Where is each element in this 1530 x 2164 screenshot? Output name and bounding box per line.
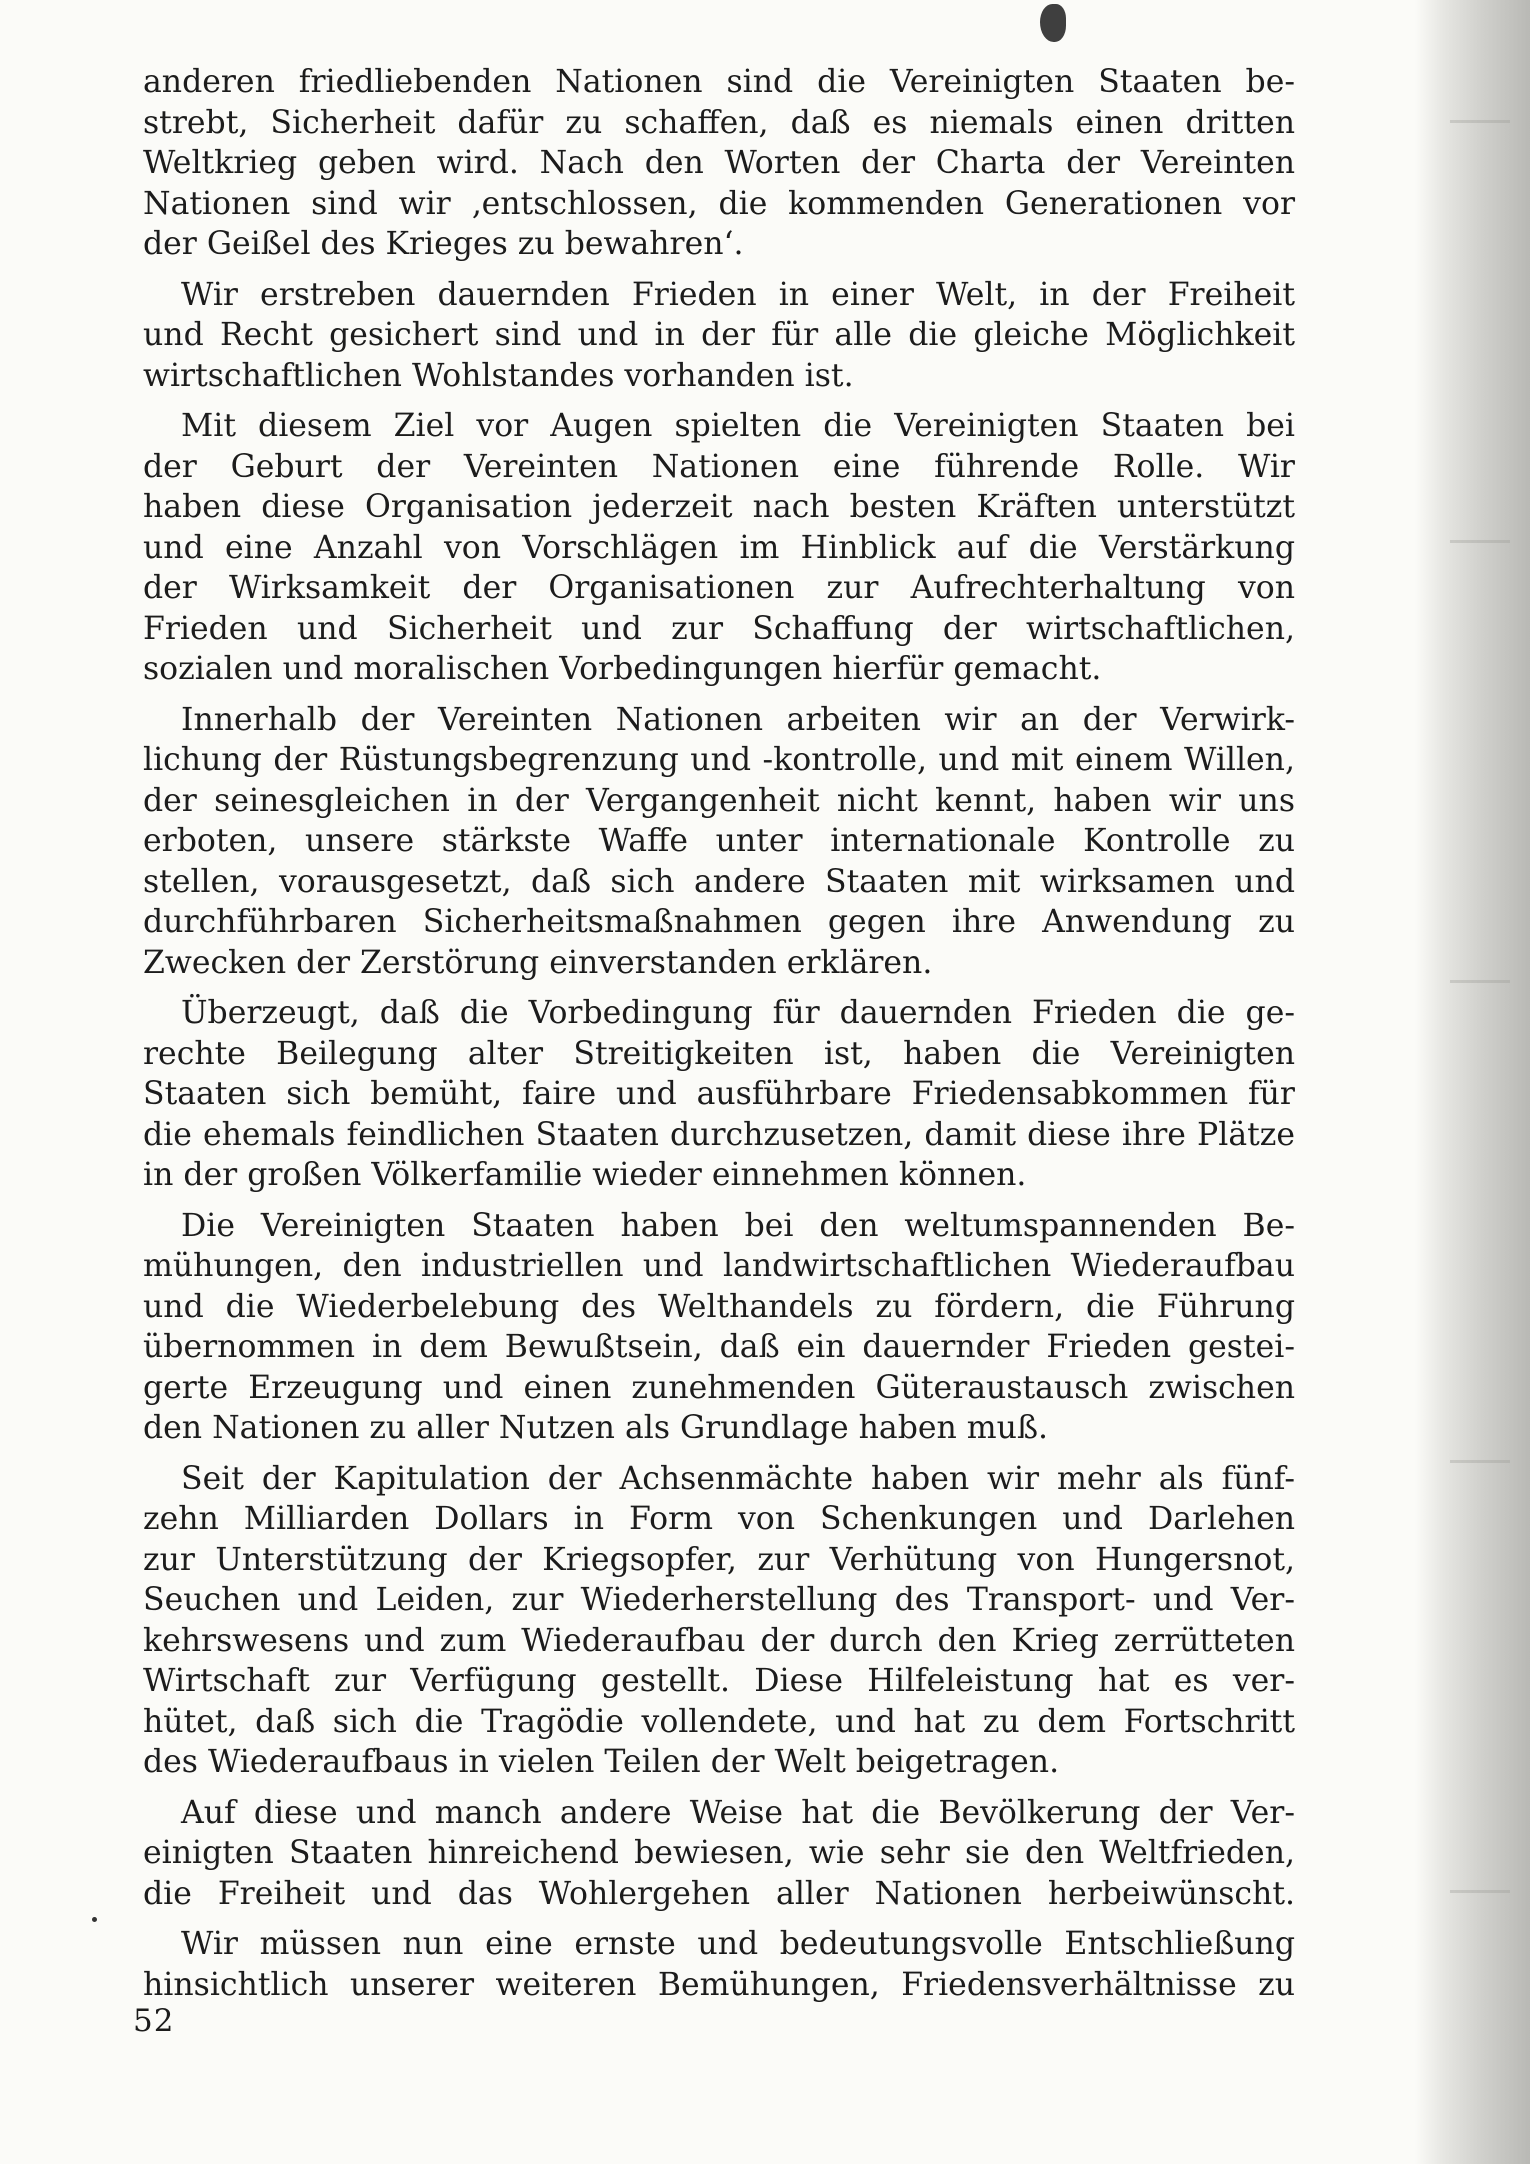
text-line: Wir erstreben dauernden Frieden in einer Welt, in der Freiheit xyxy=(181,276,1295,313)
text-line: erboten, unsere stärkste Waffe unter internationale Kontrolle zu xyxy=(143,823,1295,859)
text-line: der Geißel des Krieges zu bewahren‘. xyxy=(143,226,744,262)
paragraph xyxy=(143,406,1295,690)
text-line: Seuchen und Leiden, zur Wiederherstellung des Transport- und Ver- xyxy=(143,1582,1295,1618)
text-line: Frieden und Sicherheit und zur Schaffung der wirtschaftlichen, xyxy=(143,610,1295,647)
text-line: haben diese Organisation jederzeit nach besten Kräften unterstützt xyxy=(143,489,1295,525)
text-line: Wir müssen nun eine ernste und bedeutungsvolle Entschließung xyxy=(181,1926,1295,1962)
text-line: der seinesgleichen in der Vergangenheit nicht kennt, haben wir uns xyxy=(143,782,1295,819)
text-line: Seit der Kapitulation der Achsenmächte haben wir mehr als fünf- xyxy=(181,1460,1295,1497)
text-line: in der großen Völkerfamilie wieder einnehmen können. xyxy=(143,1157,1027,1193)
body-text xyxy=(143,62,1295,2015)
paragraph xyxy=(143,1206,1295,1449)
page-edge-shadow xyxy=(1415,0,1530,2164)
text-line: strebt, Sicherheit dafür zu schaffen, daß es niemals einen dritten xyxy=(143,104,1295,141)
text-line: hinsichtlich unserer weiteren Bemühungen, Friedensverhältnisse zu xyxy=(143,1966,1295,2003)
text-line: stellen, vorausgesetzt, daß sich andere Staaten mit wirksamen und xyxy=(143,863,1295,900)
text-line: die ehemals feindlichen Staaten durchzusetzen, damit diese ihre Plätze xyxy=(143,1116,1295,1153)
text-line: Wirtschaft zur Verfügung gestellt. Diese Hilfeleistung hat es ver- xyxy=(143,1663,1295,1699)
text-line: sozialen und moralischen Vorbedingungen hierfür gemacht. xyxy=(143,651,1102,687)
paragraph xyxy=(143,1924,1295,2005)
text-line: den Nationen zu aller Nutzen als Grundlage haben muß. xyxy=(143,1410,1049,1446)
text-line: und die Wiederbelebung des Welthandels zu fördern, die Führung xyxy=(143,1288,1295,1325)
paragraph xyxy=(143,275,1295,397)
text-line: die Freiheit und das Wohlergehen aller Nationen herbeiwünscht. xyxy=(143,1875,1295,1912)
text-line: wirtschaftlichen Wohlstandes vorhanden ist. xyxy=(143,357,854,394)
paragraph xyxy=(143,993,1295,1196)
ink-blot-mark xyxy=(1040,4,1066,42)
text-line: Staaten sich bemüht, faire und ausführbare Friedensabkommen für xyxy=(143,1076,1295,1112)
text-line: gerte Erzeugung und einen zunehmenden Güteraustausch zwischen xyxy=(143,1369,1295,1406)
paragraph xyxy=(143,700,1295,984)
paragraph xyxy=(143,62,1295,265)
text-line: Mit diesem Ziel vor Augen spielten die Vereinigten Staaten bei xyxy=(181,408,1295,444)
text-line: einigten Staaten hinreichend bewiesen, wie sehr sie den Weltfrieden, xyxy=(143,1835,1295,1871)
text-line: lichung der Rüstungsbegrenzung und -kontrolle, und mit einem Willen, xyxy=(143,742,1295,778)
text-line: rechte Beilegung alter Streitigkeiten ist, haben die Vereinigten xyxy=(143,1035,1295,1072)
text-line: Zwecken der Zerstörung einverstanden erklären. xyxy=(143,944,933,981)
text-line: und Recht gesichert sind und in der für alle die gleiche Möglichkeit xyxy=(143,317,1295,353)
text-line: mühungen, den industriellen und landwirtschaftlichen Wiederaufbau xyxy=(143,1248,1295,1284)
text-line: zur Unterstützung der Kriegsopfer, zur Verhütung von Hungersnot, xyxy=(143,1541,1295,1578)
paragraph xyxy=(143,1459,1295,1783)
text-line: des Wiederaufbaus in vielen Teilen der Welt beigetragen. xyxy=(143,1744,1060,1780)
edge-scan-mark xyxy=(1450,1890,1510,1893)
text-line: übernommen in dem Bewußtsein, daß ein dauernder Frieden gestei- xyxy=(143,1329,1295,1365)
text-line: der Wirksamkeit der Organisationen zur Aufrechterhaltung von xyxy=(143,570,1295,606)
text-line: kehrswesens und zum Wiederaufbau der durch den Krieg zerrütteten xyxy=(143,1622,1295,1659)
edge-scan-mark xyxy=(1450,980,1510,983)
text-line: und eine Anzahl von Vorschlägen im Hinblick auf die Verstärkung xyxy=(143,529,1295,566)
text-line: Nationen sind wir ‚entschlossen, die kommenden Generationen vor xyxy=(143,185,1295,222)
edge-scan-mark xyxy=(1450,120,1510,123)
text-line: anderen friedliebenden Nationen sind die Vereinigten Staaten be- xyxy=(143,64,1295,100)
text-line: durchführbaren Sicherheitsmaßnahmen gegen ihre Anwendung zu xyxy=(143,904,1295,940)
text-line: der Geburt der Vereinten Nationen eine führende Rolle. Wir xyxy=(143,448,1295,485)
paragraph xyxy=(143,1793,1295,1915)
text-line: Weltkrieg geben wird. Nach den Worten der Charta der Vereinten xyxy=(143,145,1295,181)
text-line: Die Vereinigten Staaten haben bei den weltumspannenden Be- xyxy=(181,1207,1295,1244)
text-line: Auf diese und manch andere Weise hat die Bevölkerung der Ver- xyxy=(181,1794,1295,1831)
text-line: zehn Milliarden Dollars in Form von Schenkungen und Darlehen xyxy=(143,1501,1295,1537)
margin-speck xyxy=(92,1917,97,1922)
edge-scan-mark xyxy=(1450,540,1510,543)
text-line: Innerhalb der Vereinten Nationen arbeiten wir an der Verwirk- xyxy=(181,701,1295,738)
text-line: hütet, daß sich die Tragödie vollendete, und hat zu dem Fortschritt xyxy=(143,1703,1295,1740)
text-line: Überzeugt, daß die Vorbedingung für dauernden Frieden die ge- xyxy=(181,995,1295,1031)
page-number: 52 xyxy=(133,2003,175,2039)
edge-scan-mark xyxy=(1450,1460,1510,1463)
